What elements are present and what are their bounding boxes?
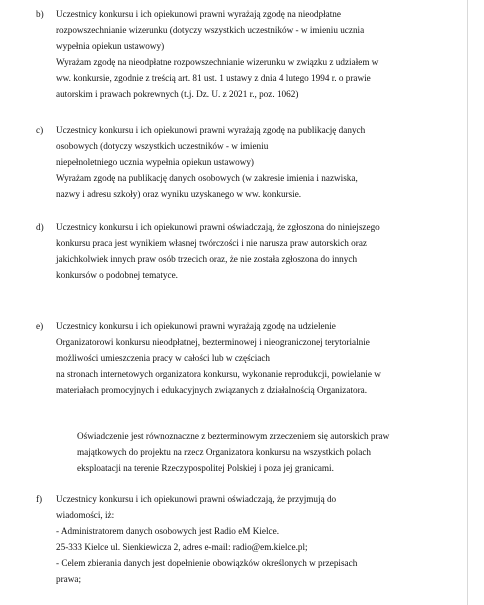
statement-line: eksploatacji na terenie Rzeczypospolitej Polskiej i poza jej granicami.: [77, 463, 334, 473]
clause-line: - Administratorem danych osobowych jest Radio eM Kielce.: [56, 526, 280, 536]
clause-line: Uczestnicy konkursu i ich opiekunowi prawni oświadczają, że przyjmują do: [56, 494, 337, 504]
statement-line: majątkowych do projektu na rzecz Organizatora konkursu na wszystkich polach: [77, 447, 371, 457]
clause-line: Uczestnicy konkursu i ich opiekunowi prawni wyrażają zgodę na nieodpłatne: [56, 9, 341, 19]
clause-e: [36, 318, 456, 398]
clause-marker: d): [36, 222, 44, 232]
clause-line: konkursów o podobnej tematyce.: [56, 270, 178, 280]
clause-line: - Celem zbierania danych jest dopełnienie obowiązków określonych w przepisach: [56, 558, 358, 568]
clause-line: wiadomości, iż:: [56, 510, 115, 520]
clause-line: Uczestnicy konkursu i ich opiekunowi prawni oświadczają, że zgłoszona do niniejszego: [56, 222, 380, 232]
clause-line: wypełnia opiekun ustawowy): [56, 41, 165, 51]
clause-line: rozpowszechnianie wizerunku (dotyczy wszystkich uczestników - w imieniu ucznia: [56, 25, 365, 35]
clause-line: osobowych (dotyczy wszystkich uczestników - w imieniu: [56, 141, 269, 151]
clause-line: 25-333 Kielce ul. Sienkiewicza 2, adres e-mail: radio@em.kielce.pl;: [56, 542, 308, 552]
clause-line: nazwy i adresu szkoły) oraz wyniku uzyskanego w ww. konkursie.: [56, 189, 302, 199]
clause-marker: e): [36, 321, 44, 331]
clause-line: Wyrażam zgodę na publikację danych osobowych (w zakresie imienia i nazwiska,: [56, 173, 358, 183]
clause-line: Uczestnicy konkursu i ich opiekunowi prawni wyrażają zgodę na udzielenie: [56, 321, 336, 331]
clause-b: [36, 6, 456, 102]
page-edge-line: [467, 0, 468, 605]
clause-d: [36, 219, 456, 283]
clause-marker: c): [36, 125, 44, 135]
clause-line: Wyrażam zgodę na nieodpłatne rozpowszechnianie wizerunku w związku z udziałem w: [56, 57, 379, 67]
clause-marker: f): [36, 494, 43, 504]
clause-c: [36, 122, 456, 202]
clause-line: Organizatorowi konkursu nieodpłatnej, bezterminowej i nieograniczonej terytorialnie: [56, 337, 370, 347]
clause-f: [36, 491, 456, 587]
clause-line: ww. konkursie, zgodnie z treścią art. 81 ust. 1 ustawy z dnia 4 lutego 1994 r. o prawie: [56, 73, 371, 83]
clause-line: materiałach promocyjnych i edukacyjnych związanych z działalnością Organizatora.: [56, 385, 368, 395]
clause-line: możliwości umieszczenia pracy w całości lub w częściach: [56, 353, 271, 363]
clause-line: prawa;: [56, 574, 81, 584]
clause-line: jakichkolwiek innych praw osób trzecich oraz, że nie została zgłoszona do innych: [56, 254, 358, 264]
statement-line: Oświadczenie jest równoznaczne z bezterminowym zrzeczeniem się autorskich praw: [77, 431, 390, 441]
clause-e-statement: [56, 428, 456, 476]
clause-line: Uczestnicy konkursu i ich opiekunowi prawni wyrażają zgodę na publikację danych: [56, 125, 366, 135]
clause-line: na stronach internetowych organizatora konkursu, wykonanie reprodukcji, powielanie w: [56, 369, 381, 379]
clause-line: autorskim i prawach pokrewnych (t.j. Dz. U. z 2021 r., poz. 1062): [56, 89, 299, 99]
clause-line: niepełnoletniego ucznia wypełnia opiekun ustawowy): [56, 157, 254, 167]
clause-marker: b): [36, 9, 44, 19]
clause-line: konkursu praca jest wynikiem własnej twórczości i nie narusza praw autorskich oraz: [56, 238, 367, 248]
